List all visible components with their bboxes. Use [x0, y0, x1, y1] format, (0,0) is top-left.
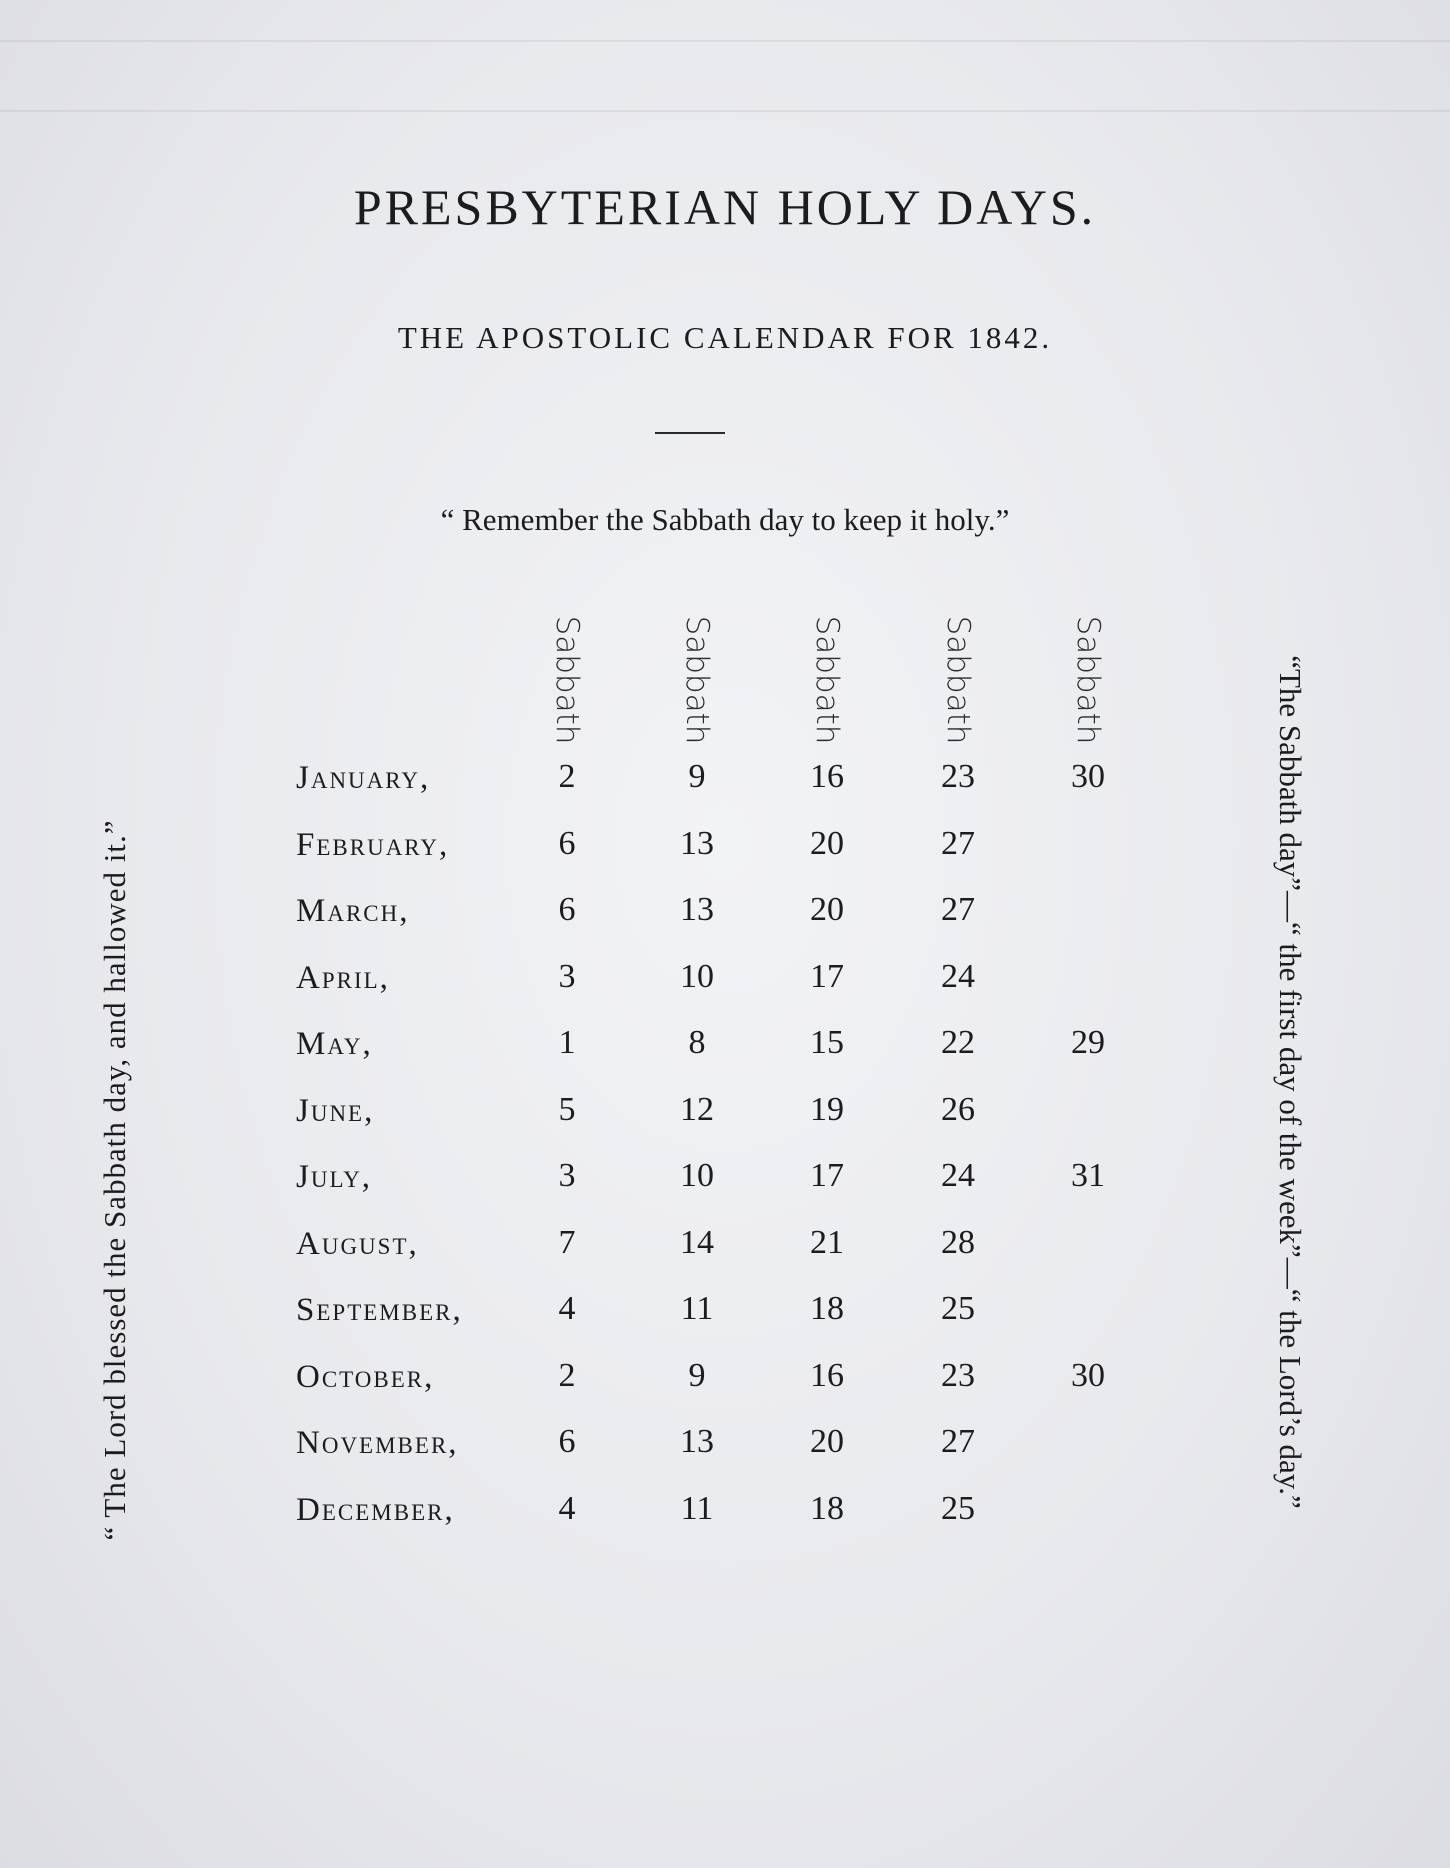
sabbath-date: 11	[680, 1489, 714, 1527]
month-label: July,	[296, 1159, 373, 1195]
sabbath-date: 8	[688, 1024, 706, 1061]
sabbath-date: 20	[810, 824, 844, 862]
month-label: October,	[296, 1358, 435, 1395]
sabbath-date: 15	[810, 1024, 844, 1061]
page-subtitle: THE APOSTOLIC CALENDAR FOR 1842.	[397, 320, 1053, 355]
sabbath-date: 20	[810, 1423, 844, 1460]
sabbath-date: 18	[810, 1489, 844, 1527]
month-label: November,	[296, 1425, 459, 1461]
sabbath-date: 27	[941, 891, 975, 928]
side-quote-right: “The Sabbath day”—“ the first day of the week”—“ the Lord’s day.”	[1273, 655, 1308, 1509]
quote-top: “ Remember the Sabbath day to keep it holy.”	[440, 502, 1010, 537]
bleed-through-line	[0, 40, 1450, 52]
sabbath-date: 13	[680, 891, 714, 928]
sabbath-date: 27	[941, 1423, 975, 1460]
sabbath-date: 4	[558, 1290, 576, 1327]
sabbath-date: 13	[680, 1423, 714, 1460]
sabbath-date: 17	[810, 1157, 844, 1194]
sabbath-date: 19	[810, 1090, 844, 1128]
sabbath-date: 27	[941, 824, 975, 862]
column-header-sabbath: Sabbath	[1070, 615, 1106, 745]
column-header-sabbath: Sabbath	[549, 615, 585, 745]
sabbath-date: 9	[688, 1356, 706, 1394]
sabbath-date: 3	[558, 957, 576, 995]
sabbath-date: 29	[1071, 1024, 1105, 1061]
month-label: March,	[296, 893, 410, 929]
sabbath-date: 9	[688, 758, 706, 795]
side-quote-left: “ The Lord blessed the Sabbath day, and hallowed it.”	[97, 819, 132, 1541]
sabbath-date: 26	[941, 1090, 975, 1128]
sabbath-date: 2	[558, 758, 576, 795]
sabbath-date: 16	[810, 758, 844, 795]
sabbath-date: 6	[558, 1423, 576, 1460]
sabbath-date: 17	[810, 957, 844, 995]
sabbath-date: 18	[810, 1290, 844, 1327]
sabbath-date: 23	[941, 758, 975, 795]
sabbath-date: 31	[1071, 1157, 1105, 1194]
sabbath-date: 6	[558, 891, 576, 928]
sabbath-date: 13	[680, 824, 714, 862]
sabbath-date: 7	[558, 1223, 576, 1261]
month-label: August,	[296, 1225, 419, 1262]
sabbath-date: 1	[558, 1024, 576, 1061]
sabbath-date: 24	[941, 1157, 975, 1194]
sabbath-date: 10	[680, 1157, 714, 1194]
sabbath-date: 21	[810, 1223, 844, 1261]
sabbath-date: 4	[558, 1489, 576, 1527]
divider-rule	[655, 432, 725, 434]
sabbath-date: 20	[810, 891, 844, 928]
column-header-sabbath: Sabbath	[809, 615, 845, 745]
page-title: PRESBYTERIAN HOLY DAYS.	[353, 179, 1097, 235]
month-label: January,	[296, 760, 431, 796]
sabbath-date: 22	[941, 1024, 975, 1061]
sabbath-date: 30	[1071, 758, 1105, 795]
sabbath-date: 6	[558, 824, 576, 862]
sabbath-date: 25	[941, 1290, 975, 1327]
month-label: September,	[296, 1292, 463, 1328]
sabbath-date: 3	[558, 1157, 576, 1194]
column-header-sabbath: Sabbath	[679, 615, 715, 745]
sabbath-date: 11	[680, 1290, 714, 1327]
sabbath-date: 10	[680, 957, 714, 995]
sabbath-date: 14	[680, 1223, 714, 1261]
sabbath-date: 5	[558, 1090, 576, 1128]
sabbath-date: 2	[558, 1356, 576, 1394]
column-header-sabbath: Sabbath	[940, 615, 976, 745]
month-label: May,	[296, 1026, 373, 1062]
bleed-through-line	[0, 110, 1450, 122]
sabbath-date: 23	[941, 1356, 975, 1394]
sabbath-date: 12	[680, 1090, 714, 1128]
sabbath-date: 30	[1071, 1356, 1105, 1394]
month-label: June,	[296, 1092, 375, 1129]
sabbath-date: 16	[810, 1356, 844, 1394]
month-label: April,	[296, 959, 390, 996]
sabbath-date: 24	[941, 957, 975, 995]
sabbath-date: 25	[941, 1489, 975, 1527]
month-label: December,	[296, 1491, 455, 1528]
month-label: February,	[296, 826, 450, 863]
sabbath-date: 28	[941, 1223, 975, 1261]
